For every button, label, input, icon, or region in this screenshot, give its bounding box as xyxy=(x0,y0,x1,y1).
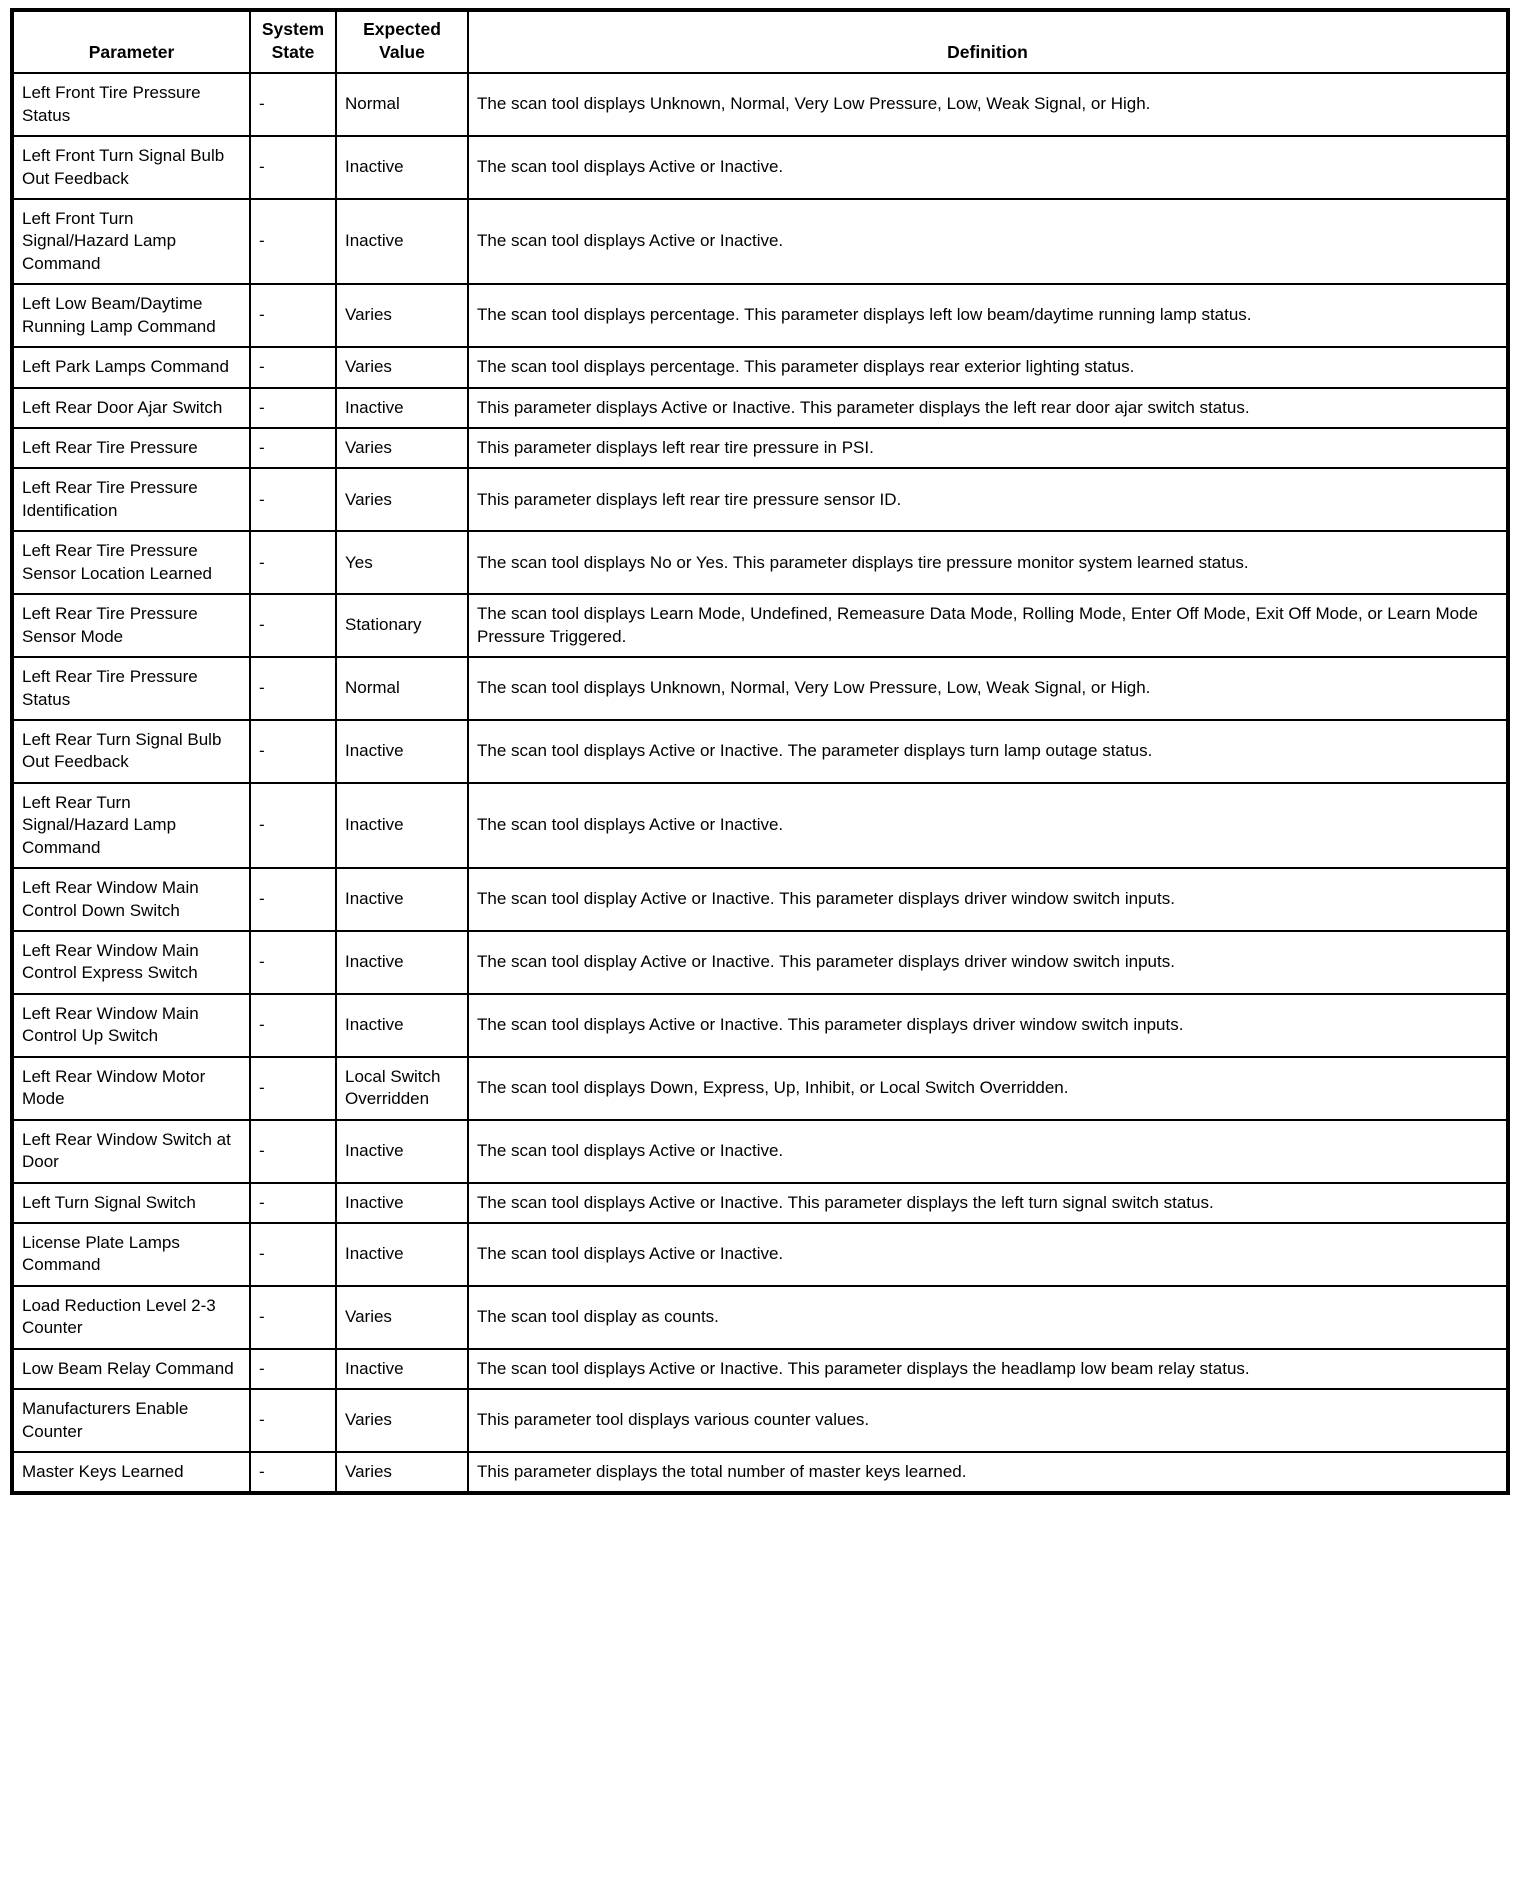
table-row xyxy=(12,531,1508,594)
system-state-cell: - xyxy=(250,994,336,1057)
system-state-cell: - xyxy=(250,868,336,931)
table-row xyxy=(12,594,1508,657)
expected-value-cell: Normal xyxy=(336,657,468,720)
parameter-cell: Left Rear Window Motor Mode xyxy=(12,1057,250,1120)
table-row xyxy=(12,931,1508,994)
expected-value-cell: Varies xyxy=(336,1286,468,1349)
table-row xyxy=(12,994,1508,1057)
expected-value-cell: Stationary xyxy=(336,594,468,657)
system-state-cell: - xyxy=(250,720,336,783)
table-row xyxy=(12,720,1508,783)
parameter-cell: Left Rear Window Main Control Up Switch xyxy=(12,994,250,1057)
expected-value-cell: Varies xyxy=(336,1389,468,1452)
definition-cell: The scan tool displays Active or Inactive. xyxy=(468,783,1508,868)
table-row xyxy=(12,783,1508,868)
system-state-cell: - xyxy=(250,594,336,657)
parameter-cell: Left Front Turn Signal Bulb Out Feedback xyxy=(12,136,250,199)
parameter-cell: Left Rear Tire Pressure Identification xyxy=(12,468,250,531)
parameter-cell: Low Beam Relay Command xyxy=(12,1349,250,1389)
system-state-cell: - xyxy=(250,284,336,347)
system-state-cell: - xyxy=(250,1452,336,1493)
system-state-cell: - xyxy=(250,1349,336,1389)
definition-cell: The scan tool display as counts. xyxy=(468,1286,1508,1349)
table-body xyxy=(12,73,1508,1493)
expected-value-cell: Inactive xyxy=(336,1223,468,1286)
definition-cell: The scan tool display Active or Inactive. This parameter displays driver window switch inputs. xyxy=(468,931,1508,994)
expected-value-cell: Inactive xyxy=(336,388,468,428)
parameter-cell: Left Rear Tire Pressure Status xyxy=(12,657,250,720)
expected-value-cell: Varies xyxy=(336,347,468,387)
definition-cell: The scan tool displays Unknown, Normal, Very Low Pressure, Low, Weak Signal, or High. xyxy=(468,657,1508,720)
system-state-cell: - xyxy=(250,136,336,199)
parameter-cell: Left Rear Tire Pressure xyxy=(12,428,250,468)
definition-cell: The scan tool displays Active or Inactive. xyxy=(468,136,1508,199)
system-state-cell: - xyxy=(250,428,336,468)
system-state-cell: - xyxy=(250,388,336,428)
parameter-cell: Load Reduction Level 2-3 Counter xyxy=(12,1286,250,1349)
table-row xyxy=(12,1183,1508,1223)
header-definition: Definition xyxy=(468,10,1508,73)
expected-value-cell: Local Switch Overridden xyxy=(336,1057,468,1120)
definition-cell: The scan tool displays Active or Inactive. This parameter displays the headlamp low beam relay status. xyxy=(468,1349,1508,1389)
definition-cell: The scan tool displays Down, Express, Up, Inhibit, or Local Switch Overridden. xyxy=(468,1057,1508,1120)
expected-value-cell: Inactive xyxy=(336,868,468,931)
expected-value-cell: Inactive xyxy=(336,1120,468,1183)
definition-cell: The scan tool displays percentage. This parameter displays rear exterior lighting status. xyxy=(468,347,1508,387)
expected-value-cell: Varies xyxy=(336,468,468,531)
system-state-cell: - xyxy=(250,468,336,531)
expected-value-cell: Varies xyxy=(336,428,468,468)
expected-value-cell: Inactive xyxy=(336,136,468,199)
definition-cell: The scan tool display Active or Inactive. This parameter displays driver window switch inputs. xyxy=(468,868,1508,931)
definition-cell: The scan tool displays Unknown, Normal, Very Low Pressure, Low, Weak Signal, or High. xyxy=(468,73,1508,136)
expected-value-cell: Inactive xyxy=(336,1349,468,1389)
header-system-state: System State xyxy=(250,10,336,73)
parameter-cell: Left Rear Window Switch at Door xyxy=(12,1120,250,1183)
table-row xyxy=(12,868,1508,931)
system-state-cell: - xyxy=(250,347,336,387)
definition-cell: The scan tool displays Active or Inactive. This parameter displays driver window switch inputs. xyxy=(468,994,1508,1057)
table-row xyxy=(12,1120,1508,1183)
system-state-cell: - xyxy=(250,531,336,594)
parameter-cell: Left Rear Turn Signal/Hazard Lamp Command xyxy=(12,783,250,868)
expected-value-cell: Varies xyxy=(336,1452,468,1493)
definition-cell: The scan tool displays No or Yes. This parameter displays tire pressure monitor system learned status. xyxy=(468,531,1508,594)
table-row xyxy=(12,284,1508,347)
table-row xyxy=(12,199,1508,284)
parameter-cell: Left Turn Signal Switch xyxy=(12,1183,250,1223)
expected-value-cell: Yes xyxy=(336,531,468,594)
parameter-cell: License Plate Lamps Command xyxy=(12,1223,250,1286)
parameter-cell: Left Rear Tire Pressure Sensor Mode xyxy=(12,594,250,657)
table-row xyxy=(12,1452,1508,1493)
definition-cell: The scan tool displays Active or Inactive. This parameter displays the left turn signal switch status. xyxy=(468,1183,1508,1223)
definition-cell: The scan tool displays Active or Inactive. xyxy=(468,1223,1508,1286)
parameter-cell: Left Rear Tire Pressure Sensor Location Learned xyxy=(12,531,250,594)
parameter-cell: Left Front Tire Pressure Status xyxy=(12,73,250,136)
header-parameter: Parameter xyxy=(12,10,250,73)
scan-tool-parameter-table xyxy=(10,8,1510,1495)
definition-cell: The scan tool displays Learn Mode, Undefined, Remeasure Data Mode, Rolling Mode, Enter Off Mode, Exit Off Mode, or Learn Mode Pressure Triggered. xyxy=(468,594,1508,657)
definition-cell: This parameter displays Active or Inactive. This parameter displays the left rear door ajar switch status. xyxy=(468,388,1508,428)
table-row xyxy=(12,428,1508,468)
system-state-cell: - xyxy=(250,1223,336,1286)
table-row xyxy=(12,1286,1508,1349)
definition-cell: This parameter displays the total number of master keys learned. xyxy=(468,1452,1508,1493)
expected-value-cell: Inactive xyxy=(336,1183,468,1223)
definition-cell: The scan tool displays percentage. This parameter displays left low beam/daytime running lamp status. xyxy=(468,284,1508,347)
expected-value-cell: Inactive xyxy=(336,931,468,994)
system-state-cell: - xyxy=(250,657,336,720)
expected-value-cell: Inactive xyxy=(336,783,468,868)
system-state-cell: - xyxy=(250,1057,336,1120)
table-row xyxy=(12,136,1508,199)
parameter-cell: Left Rear Window Main Control Down Switch xyxy=(12,868,250,931)
table-row xyxy=(12,347,1508,387)
definition-cell: This parameter displays left rear tire pressure in PSI. xyxy=(468,428,1508,468)
table-row xyxy=(12,1223,1508,1286)
definition-cell: The scan tool displays Active or Inactive. The parameter displays turn lamp outage status. xyxy=(468,720,1508,783)
definition-cell: The scan tool displays Active or Inactive. xyxy=(468,199,1508,284)
table-row xyxy=(12,657,1508,720)
expected-value-cell: Varies xyxy=(336,284,468,347)
expected-value-cell: Inactive xyxy=(336,994,468,1057)
expected-value-cell: Inactive xyxy=(336,199,468,284)
table-row xyxy=(12,1389,1508,1452)
table-row xyxy=(12,388,1508,428)
expected-value-cell: Inactive xyxy=(336,720,468,783)
expected-value-cell: Normal xyxy=(336,73,468,136)
parameter-cell: Left Rear Window Main Control Express Switch xyxy=(12,931,250,994)
system-state-cell: - xyxy=(250,783,336,868)
parameter-cell: Left Rear Turn Signal Bulb Out Feedback xyxy=(12,720,250,783)
system-state-cell: - xyxy=(250,199,336,284)
system-state-cell: - xyxy=(250,931,336,994)
parameter-cell: Left Front Turn Signal/Hazard Lamp Command xyxy=(12,199,250,284)
table-row xyxy=(12,73,1508,136)
definition-cell: The scan tool displays Active or Inactive. xyxy=(468,1120,1508,1183)
header-row xyxy=(12,10,1508,73)
parameter-cell: Left Low Beam/Daytime Running Lamp Command xyxy=(12,284,250,347)
system-state-cell: - xyxy=(250,1389,336,1452)
system-state-cell: - xyxy=(250,1286,336,1349)
definition-cell: This parameter displays left rear tire pressure sensor ID. xyxy=(468,468,1508,531)
parameter-cell: Left Rear Door Ajar Switch xyxy=(12,388,250,428)
table-header xyxy=(12,10,1508,73)
parameter-cell: Left Park Lamps Command xyxy=(12,347,250,387)
system-state-cell: - xyxy=(250,1120,336,1183)
system-state-cell: - xyxy=(250,73,336,136)
table-row xyxy=(12,1349,1508,1389)
definition-cell: This parameter tool displays various counter values. xyxy=(468,1389,1508,1452)
table-row xyxy=(12,1057,1508,1120)
system-state-cell: - xyxy=(250,1183,336,1223)
parameter-cell: Master Keys Learned xyxy=(12,1452,250,1493)
header-expected-value: Expected Value xyxy=(336,10,468,73)
parameter-cell: Manufacturers Enable Counter xyxy=(12,1389,250,1452)
table-row xyxy=(12,468,1508,531)
